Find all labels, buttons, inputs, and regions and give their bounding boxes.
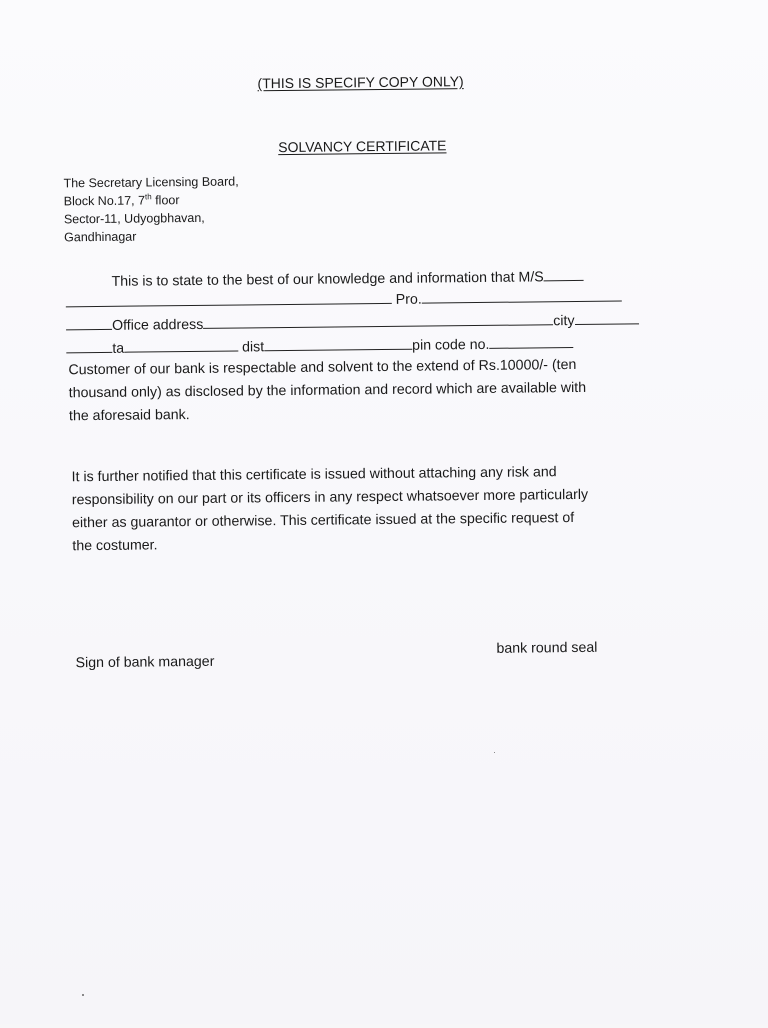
office-prefix-blank-field[interactable]: [66, 317, 112, 330]
scan-speck: [494, 752, 495, 753]
city-blank-field[interactable]: [574, 311, 638, 325]
statement-line-2: Pro.: [66, 288, 622, 311]
statement-line-1: This is to state to the best of our knowledge and information that M/S: [111, 268, 583, 290]
address-line-2: Block No.17, 7th floor: [63, 192, 180, 209]
firm-name-blank-field[interactable]: [66, 291, 392, 307]
scan-speck: [82, 994, 84, 996]
statement-line-5: Customer of our bank is respectable and solvent to the extend of Rs.10000/- (ten: [68, 356, 577, 379]
notice-line-2: responsibility on our part or its officers in any respect whatsoever more particularly: [71, 486, 589, 509]
address-line-1: The Secretary Licensing Board,: [63, 174, 239, 191]
notice-line-4: the costumer.: [72, 537, 158, 555]
copy-notice: (THIS IS SPECIFY COPY ONLY): [257, 73, 464, 92]
bank-manager-signature-label: Sign of bank manager: [75, 653, 215, 672]
pin-code-blank-field[interactable]: [489, 335, 573, 349]
notice-line-1: It is further notified that this certificate is issued without attaching any risk and: [71, 464, 557, 486]
bank-seal-label: bank round seal: [496, 639, 598, 657]
dist-blank-field[interactable]: [264, 337, 412, 352]
statement-line-4: ta dist pin code no.: [66, 335, 573, 357]
address-line-4: Gandhinagar: [64, 229, 137, 245]
page-title: SOLVANCY CERTIFICATE: [278, 137, 447, 156]
statement-line-7: the aforesaid bank.: [68, 407, 190, 425]
proprietor-blank-field[interactable]: [422, 288, 622, 303]
ta-prefix-blank-field[interactable]: [66, 340, 112, 353]
statement-line-6: thousand only) as disclosed by the information and record which are available with: [68, 379, 587, 402]
statement-line-3: Office address city: [66, 311, 639, 334]
ta-blank-field[interactable]: [124, 339, 238, 353]
office-address-blank-field[interactable]: [203, 312, 553, 329]
ms-blank-field[interactable]: [544, 268, 584, 281]
address-line-3: Sector-11, Udyogbhavan,: [63, 210, 205, 227]
notice-line-3: either as guarantor or otherwise. This certificate issued at the specific request of: [72, 510, 575, 532]
